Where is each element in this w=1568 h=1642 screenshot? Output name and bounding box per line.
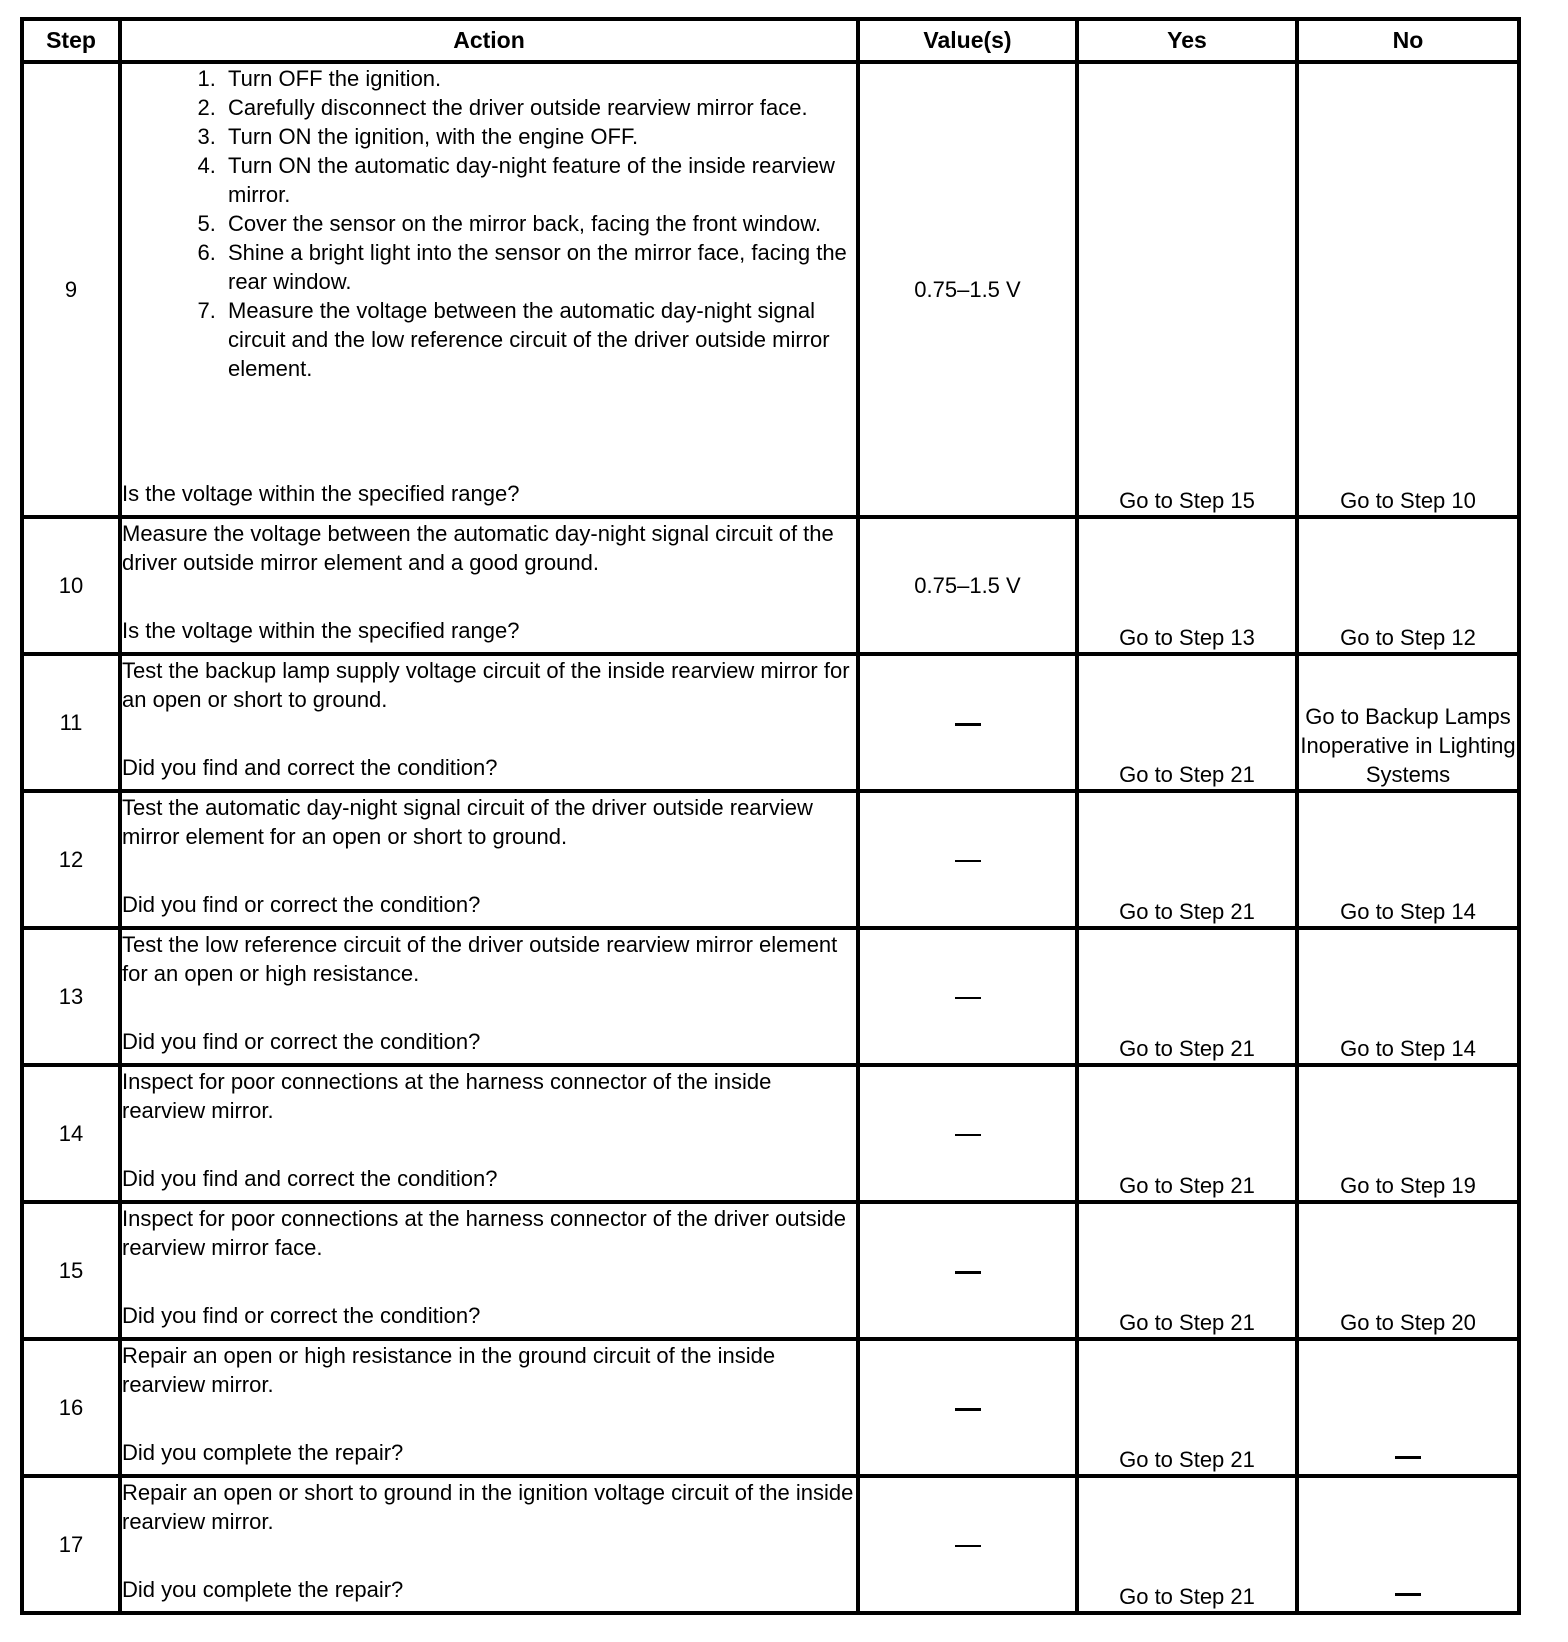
step-number: 16 [22, 1339, 120, 1476]
list-item: 7. Measure the voltage between the automatic day-night signal circuit and the low reference circuit of the driver outside mirror element. [222, 296, 856, 383]
table-row [22, 928, 1519, 1065]
dash-mark [955, 1545, 981, 1547]
table-row [22, 1202, 1519, 1339]
dash-mark [955, 1134, 981, 1136]
table-row [22, 1065, 1519, 1202]
no-cell: Go to Step 12 [1297, 517, 1519, 654]
table-row [22, 62, 1519, 517]
action-text: Measure the voltage between the automatic day-night signal circuit of the driver outside mirror element and a good ground. [122, 521, 834, 575]
action-text: Inspect for poor connections at the harness connector of the driver outside rearview mirror face. [122, 1206, 846, 1260]
action-cell [120, 1339, 858, 1476]
question-text: Is the voltage within the specified range? [122, 618, 520, 643]
step-number: 9 [22, 62, 120, 517]
value-cell [858, 791, 1077, 928]
question-text: Did you find or correct the condition? [122, 1029, 481, 1054]
step-number: 12 [22, 791, 120, 928]
dash-mark [1395, 1593, 1421, 1596]
yes-cell: Go to Step 21 [1077, 1202, 1297, 1339]
action-cell [120, 62, 858, 517]
header-action: Action [120, 19, 858, 62]
yes-cell: Go to Step 21 [1077, 1476, 1297, 1613]
action-cell [120, 928, 858, 1065]
action-cell [120, 1202, 858, 1339]
question-text: Did you find and correct the condition? [122, 755, 498, 780]
yes-cell: Go to Step 21 [1077, 654, 1297, 791]
yes-cell: Go to Step 21 [1077, 1339, 1297, 1476]
question-text: Did you find or correct the condition? [122, 1303, 481, 1328]
action-cell [120, 791, 858, 928]
yes-cell: Go to Step 21 [1077, 791, 1297, 928]
list-item: 2. Carefully disconnect the driver outside rearview mirror face. [222, 93, 856, 122]
value-cell [858, 654, 1077, 791]
action-cell [120, 654, 858, 791]
list-item: 4. Turn ON the automatic day-night feature of the inside rearview mirror. [222, 151, 856, 209]
question-text: Did you find or correct the condition? [122, 892, 481, 917]
question-text: Did you complete the repair? [122, 1577, 404, 1602]
dash-mark [955, 860, 981, 862]
value-cell [858, 1339, 1077, 1476]
action-text: Inspect for poor connections at the harness connector of the inside rearview mirror. [122, 1069, 772, 1123]
dash-mark [955, 1408, 981, 1411]
no-cell [1297, 1339, 1519, 1476]
value-cell [858, 1202, 1077, 1339]
yes-cell: Go to Step 21 [1077, 1065, 1297, 1202]
table-row [22, 791, 1519, 928]
dash-mark [955, 997, 981, 999]
table-row [22, 1476, 1519, 1613]
question-text: Did you complete the repair? [122, 1440, 404, 1465]
header-values: Value(s) [858, 19, 1077, 62]
no-cell: Go to Backup Lamps Inoperative in Lighting Systems [1297, 654, 1519, 791]
step-number: 14 [22, 1065, 120, 1202]
action-text: Test the automatic day-night signal circuit of the driver outside rearview mirror element for an open or short to ground. [122, 795, 813, 849]
header-no: No [1297, 19, 1519, 62]
dash-mark [955, 723, 981, 726]
question-text: Did you find and correct the condition? [122, 1166, 498, 1191]
no-cell: Go to Step 19 [1297, 1065, 1519, 1202]
no-cell: Go to Step 14 [1297, 791, 1519, 928]
action-text: Repair an open or high resistance in the ground circuit of the inside rearview mirror. [122, 1343, 776, 1397]
header-row [22, 19, 1519, 62]
yes-cell: Go to Step 13 [1077, 517, 1297, 654]
procedure-list [122, 64, 856, 383]
list-item: 3. Turn ON the ignition, with the engine OFF. [222, 122, 856, 151]
no-cell [1297, 1476, 1519, 1613]
list-item: 1. Turn OFF the ignition. [222, 64, 856, 93]
value-cell [858, 1065, 1077, 1202]
table-row [22, 517, 1519, 654]
step-number: 13 [22, 928, 120, 1065]
step-number: 11 [22, 654, 120, 791]
no-cell: Go to Step 20 [1297, 1202, 1519, 1339]
header-step: Step [22, 19, 120, 62]
yes-cell: Go to Step 15 [1077, 62, 1297, 517]
table-row [22, 654, 1519, 791]
action-cell [120, 517, 858, 654]
value-cell [858, 1476, 1077, 1613]
action-cell [120, 1476, 858, 1613]
dash-mark [1395, 1456, 1421, 1459]
yes-cell: Go to Step 21 [1077, 928, 1297, 1065]
value-cell [858, 928, 1077, 1065]
step-number: 15 [22, 1202, 120, 1339]
diagnostic-table [20, 17, 1521, 1615]
list-item: 6. Shine a bright light into the sensor on the mirror face, facing the rear window. [222, 238, 856, 296]
header-yes: Yes [1077, 19, 1297, 62]
action-text: Repair an open or short to ground in the ignition voltage circuit of the inside rearview mirror. [122, 1480, 854, 1534]
dash-mark [955, 1271, 981, 1274]
question-text: Is the voltage within the specified range? [122, 481, 520, 506]
step-number: 10 [22, 517, 120, 654]
no-cell: Go to Step 10 [1297, 62, 1519, 517]
list-item: 5. Cover the sensor on the mirror back, facing the front window. [222, 209, 856, 238]
action-text: Test the backup lamp supply voltage circuit of the inside rearview mirror for an open or short to ground. [122, 658, 850, 712]
value-cell: 0.75–1.5 V [858, 62, 1077, 517]
action-text: Test the low reference circuit of the driver outside rearview mirror element for an open or high resistance. [122, 932, 838, 986]
no-cell: Go to Step 14 [1297, 928, 1519, 1065]
step-number: 17 [22, 1476, 120, 1613]
action-cell [120, 1065, 858, 1202]
table-row [22, 1339, 1519, 1476]
value-cell: 0.75–1.5 V [858, 517, 1077, 654]
